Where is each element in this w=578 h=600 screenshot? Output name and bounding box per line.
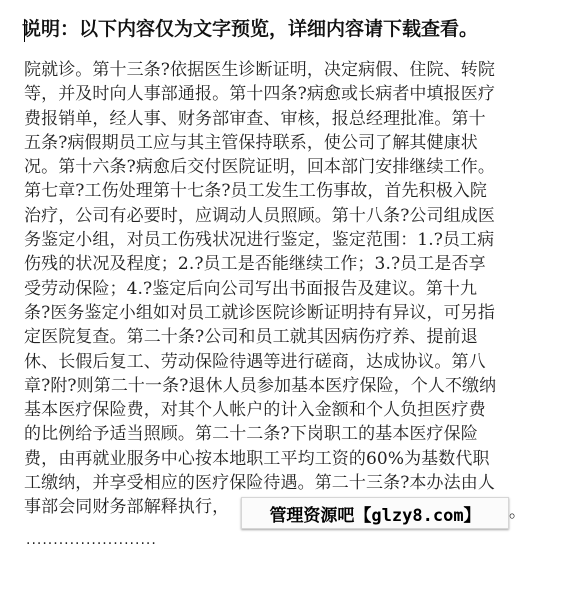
body-line: 休、长假后复工、劳动保险待遇等进行磋商，达成协议。第八 — [24, 351, 486, 372]
body-line: 的比例给予适当照顾。第二十二条?下岗职工的基本医疗保险 — [24, 424, 478, 445]
body-line: 章?附?则第二十一条?退休人员参加基本医疗保险，个人不缴纳 — [24, 375, 497, 396]
body-line: 基本医疗保险费，对其个人帐户的计入金额和个人负担医疗费 — [24, 400, 486, 421]
body-line: 事部会同财务部解释执行， — [24, 497, 230, 518]
body-line: 况。第十六条?病愈后交付医院证明，回本部门安排继续工作。 — [24, 157, 495, 178]
body-line: 条?医务鉴定小组如对员工就诊医院诊断证明持有异议，可另指 — [24, 302, 495, 323]
body-line: 第七章?工伤处理第十七条?员工发生工伤事故，首先积极入院 — [24, 181, 488, 202]
watermark-badge: 管理资源吧【glzy8.com】 — [241, 497, 509, 529]
body-line: 等，并及时向人事部通报。第十四条?病愈或长病者中填报医疗 — [24, 84, 495, 105]
body-line: 治疗，公司有必要时，应调动人员照顾。第十八条?公司组成医 — [24, 205, 495, 226]
document-body — [24, 58, 556, 520]
preview-notice: 说明：以下内容仅为文字预览，详细内容请下载查看。 — [22, 18, 479, 40]
body-line: 五条?病假期员工应与其主管保持联系，使公司了解其健康状 — [24, 132, 478, 153]
body-line: 伤残的状况及程度；2.?员工是否能继续工作；3.?员工是否享 — [24, 254, 486, 275]
body-line: 受劳动保险；4.?鉴定后向公司写出书面报告及建议。第十九 — [24, 278, 478, 299]
line-end-punctuation: 。 — [509, 502, 526, 522]
body-line: 院就诊。第十三条?依据医生诊断证明，决定病假、住院、转院 — [24, 60, 495, 80]
body-line: 费报销单，经人事、财务部审查、审核，报总经理批准。第十 — [24, 108, 486, 129]
body-line: 工缴纳，并享受相应的医疗保险待遇。第二十三条?本办法由人 — [24, 473, 495, 494]
body-line: 务鉴定小组，对员工伤残状况进行鉴定，鉴定范围：1.?员工病 — [24, 230, 495, 251]
body-line: 定医院复查。第二十条?公司和员工就其因病伤疗养、提前退 — [24, 327, 478, 348]
ellipsis-dots: ........................ — [26, 532, 157, 548]
body-line: 费，由再就业服务中心按本地职工平均工资的60%为基数代职 — [24, 448, 490, 469]
